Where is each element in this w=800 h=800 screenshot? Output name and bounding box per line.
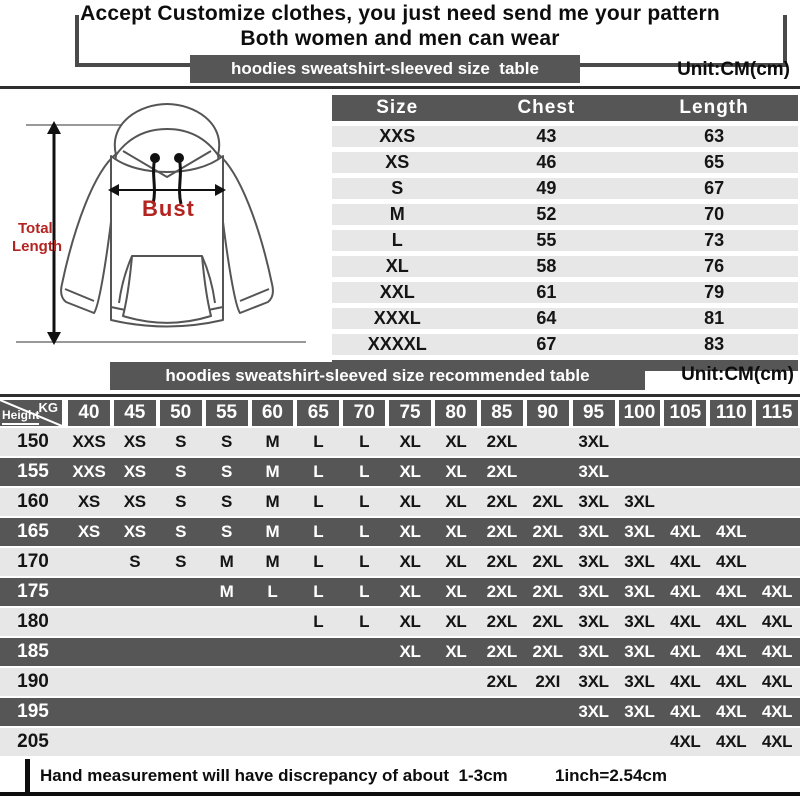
size-column-header: Size — [376, 97, 419, 118]
size-cell: 3XL — [578, 552, 609, 571]
size-cell: XL — [445, 492, 467, 511]
size-cell — [387, 668, 433, 696]
size-cell — [754, 548, 800, 576]
height-row-label: 175 — [17, 581, 49, 602]
size-cell: 4XL — [670, 582, 701, 601]
size-cell: XL — [445, 432, 467, 451]
height-row-label: 150 — [17, 431, 49, 452]
size-cell: 3XL — [578, 432, 609, 451]
size-cell: 4XL — [670, 612, 701, 631]
height-row-label: 205 — [17, 731, 49, 752]
size-cell — [525, 698, 571, 726]
size-cell: 3XL — [624, 492, 655, 511]
size-cell: S — [221, 462, 233, 481]
size-cell — [617, 428, 663, 456]
matrix-row — [0, 488, 800, 516]
size-cell: 4XL — [716, 732, 747, 751]
size-cell — [341, 638, 387, 666]
hoodie-measurement-diagram — [4, 92, 330, 360]
table-cell: 70 — [704, 204, 725, 224]
table-cell: M — [389, 204, 405, 224]
unit-label-2: Unit:CM(cm) — [681, 364, 794, 385]
table-cell: 58 — [536, 256, 557, 276]
size-cell: L — [359, 522, 370, 541]
size-cell — [525, 458, 571, 486]
size-cell: 3XL — [624, 642, 655, 661]
size-cell: 3XL — [578, 612, 609, 631]
table-cell: 81 — [704, 308, 725, 328]
size-cell: 4XL — [761, 702, 793, 721]
table-cell: 43 — [536, 126, 557, 146]
size-cell: S — [129, 552, 141, 571]
size-cell: 3XL — [578, 702, 609, 721]
size-cell — [708, 428, 754, 456]
page-title-line2: Both women and men can wear — [240, 27, 560, 50]
size-cell: 4XL — [761, 642, 793, 661]
table-cell: S — [391, 178, 404, 198]
size-cell — [112, 638, 158, 666]
height-row-label: 155 — [17, 461, 49, 482]
size-cell: L — [313, 522, 324, 541]
table-cell: 55 — [536, 230, 557, 250]
size-cell — [66, 638, 112, 666]
size-cell: M — [265, 432, 280, 451]
size-cell: L — [359, 612, 370, 631]
size-cell: L — [313, 552, 324, 571]
total-length-label-line1: Total — [18, 220, 53, 237]
size-cell — [341, 698, 387, 726]
size-cell — [754, 458, 800, 486]
size-cell: XL — [445, 522, 467, 541]
size-cell — [112, 668, 158, 696]
height-row-label: 180 — [17, 611, 49, 632]
size-cell: L — [267, 582, 278, 601]
size-cell: 3XL — [624, 672, 655, 691]
size-cell — [341, 668, 387, 696]
size-cell — [66, 578, 112, 606]
size-cell: XL — [445, 612, 467, 631]
size-cell — [295, 668, 341, 696]
divider-1 — [0, 86, 800, 89]
size-cell — [754, 428, 800, 456]
size-cell: XL — [399, 432, 421, 451]
weight-header-cell: 65 — [297, 400, 339, 426]
size-cell — [433, 668, 479, 696]
size-cell — [571, 728, 617, 756]
table-cell: XXXL — [373, 308, 421, 328]
size-cell: 2XL — [486, 672, 517, 691]
size-cell — [112, 728, 158, 756]
size-cell: 4XL — [761, 612, 793, 631]
size-cell: XL — [399, 642, 421, 661]
table-row — [332, 334, 798, 355]
table-cell: 73 — [704, 230, 725, 250]
height-row-label: 190 — [17, 671, 49, 692]
page-title-line1: Accept Customize clothes, you just need send me your pattern — [80, 2, 720, 25]
table-row — [332, 204, 798, 225]
size-cell — [525, 728, 571, 756]
matrix-row — [0, 428, 800, 456]
table-row — [332, 126, 798, 147]
size-cell: L — [313, 492, 324, 511]
size-cell: M — [265, 552, 280, 571]
height-row-label: 185 — [17, 641, 49, 662]
size-cell — [204, 668, 250, 696]
weight-header-cell: 115 — [756, 400, 798, 426]
weight-header-cell: 105 — [664, 400, 706, 426]
size-cell: 2XI — [535, 672, 560, 691]
table-cell: 65 — [704, 152, 725, 172]
size-cell — [158, 698, 204, 726]
size-cell — [158, 728, 204, 756]
size-cell — [158, 578, 204, 606]
size-cell — [204, 728, 250, 756]
size-cell: S — [175, 552, 187, 571]
size-cell: XL — [399, 522, 421, 541]
size-cell: 4XL — [670, 522, 701, 541]
page-title — [0, 1, 800, 51]
size-cell — [754, 488, 800, 516]
size-table-rows — [332, 126, 798, 355]
size-cell: XS — [77, 492, 100, 511]
size-cell — [433, 698, 479, 726]
weight-header-cell: 75 — [389, 400, 431, 426]
table-row — [332, 256, 798, 277]
size-cell: M — [265, 492, 280, 511]
size-cell: 2XL — [486, 612, 517, 631]
size-cell: 4XL — [761, 672, 793, 691]
matrix-row — [0, 728, 800, 756]
table-cell: XXXXL — [367, 334, 427, 354]
length-column-header: Length — [679, 97, 749, 118]
size-cell: L — [359, 492, 370, 511]
table-cell: 83 — [704, 334, 725, 354]
matrix-row — [0, 458, 800, 486]
size-cell: 2XL — [486, 582, 517, 601]
divider-2 — [0, 394, 800, 397]
size-cell: 4XL — [716, 702, 747, 721]
table-cell: 61 — [536, 282, 557, 302]
size-cell: S — [175, 522, 187, 541]
size-cell — [479, 728, 525, 756]
matrix-row — [0, 698, 800, 726]
matrix-corner-cell — [0, 400, 62, 426]
matrix-rows — [0, 428, 800, 756]
size-cell: 3XL — [624, 522, 655, 541]
size-cell: L — [313, 462, 324, 481]
size-cell: L — [359, 432, 370, 451]
size-cell: XXS — [72, 462, 106, 481]
size-cell: 4XL — [761, 582, 793, 601]
size-cell — [754, 518, 800, 546]
height-row-label: 195 — [17, 701, 49, 722]
size-cell: 4XL — [716, 642, 747, 661]
height-row-label: 160 — [17, 491, 49, 512]
bust-label: Bust — [142, 196, 195, 221]
size-cell: M — [219, 582, 234, 601]
matrix-header-row — [0, 400, 800, 426]
size-cell: 3XL — [624, 552, 655, 571]
size-cell: 3XL — [578, 672, 609, 691]
table-cell: 46 — [536, 152, 557, 172]
matrix-row — [0, 608, 800, 636]
size-cell — [204, 638, 250, 666]
recommended-size-matrix — [0, 400, 800, 756]
size-table-header — [332, 95, 798, 121]
size-cell — [387, 698, 433, 726]
size-cell — [66, 608, 112, 636]
table-cell: 79 — [704, 282, 725, 302]
size-cell: 3XL — [578, 642, 609, 661]
size-cell: 3XL — [578, 462, 609, 481]
weight-header-cell: 60 — [252, 400, 294, 426]
size-cell: L — [313, 582, 324, 601]
table-cell: 49 — [536, 178, 557, 198]
size-cell: L — [313, 612, 324, 631]
size-cell — [250, 638, 296, 666]
size-cell: 2XL — [486, 522, 517, 541]
table-cell: 52 — [536, 204, 557, 224]
size-cell: XL — [399, 552, 421, 571]
weight-header-cell: 95 — [573, 400, 615, 426]
height-row-label: 170 — [17, 551, 49, 572]
table-cell: 76 — [704, 256, 725, 276]
size-cell — [158, 608, 204, 636]
table-cell: 67 — [704, 178, 725, 198]
size-cell: 4XL — [670, 672, 701, 691]
size-cell: 4XL — [670, 732, 701, 751]
size-cell — [66, 728, 112, 756]
size-cell: XS — [77, 522, 100, 541]
size-cell: XL — [399, 492, 421, 511]
table-cell: XS — [385, 152, 410, 172]
size-cell: 4XL — [716, 552, 747, 571]
size-cell: XL — [399, 462, 421, 481]
size-cell: 3XL — [578, 492, 609, 511]
size-cell — [204, 698, 250, 726]
size-cell: 4XL — [670, 702, 701, 721]
size-cell — [295, 638, 341, 666]
table-row — [332, 178, 798, 199]
hoodie-illustration — [4, 92, 330, 360]
table-cell: 63 — [704, 126, 725, 146]
size-cell: 4XL — [716, 582, 747, 601]
size-cell: 3XL — [578, 582, 609, 601]
weight-header-cell: 70 — [343, 400, 385, 426]
size-cell — [662, 428, 708, 456]
size-cell — [617, 458, 663, 486]
footer-left-bar — [25, 759, 30, 792]
size-cell — [662, 488, 708, 516]
table-cell: XL — [385, 256, 409, 276]
size-cell — [250, 668, 296, 696]
weight-header-cell: 100 — [619, 400, 661, 426]
size-cell: 2XL — [486, 642, 517, 661]
size-cell: M — [265, 462, 280, 481]
table-row — [332, 282, 798, 303]
size-cell — [66, 548, 112, 576]
size-cell: S — [175, 492, 187, 511]
size-cell: 3XL — [624, 702, 655, 721]
size-table-section-title: hoodies sweatshirt-sleeved size table — [190, 55, 580, 83]
size-cell: S — [221, 432, 233, 451]
size-cell: 4XL — [761, 732, 793, 751]
weight-header-cell: 90 — [527, 400, 569, 426]
size-cell — [158, 638, 204, 666]
size-cell — [662, 458, 708, 486]
size-cell: 4XL — [716, 522, 747, 541]
size-cell — [708, 458, 754, 486]
size-cell: XL — [445, 582, 467, 601]
table-row — [332, 230, 798, 251]
size-cell: 2XL — [486, 462, 517, 481]
size-cell: M — [219, 552, 234, 571]
weight-header-cell: 85 — [481, 400, 523, 426]
weight-header-cell: 110 — [710, 400, 752, 426]
size-cell — [158, 668, 204, 696]
size-cell: XS — [123, 432, 146, 451]
size-cell — [112, 578, 158, 606]
weight-header-cell: 55 — [206, 400, 248, 426]
size-cell: XL — [399, 612, 421, 631]
size-cell — [295, 728, 341, 756]
size-cell: 2XL — [532, 522, 563, 541]
size-cell — [387, 728, 433, 756]
size-cell: 4XL — [670, 642, 701, 661]
size-cell — [525, 428, 571, 456]
inch-conversion: 1inch=2.54cm — [555, 766, 667, 785]
size-cell — [479, 698, 525, 726]
size-cell: S — [175, 432, 187, 451]
size-cell: 2XL — [486, 552, 517, 571]
size-cell: M — [265, 522, 280, 541]
table-cell: 64 — [536, 308, 557, 328]
size-cell: L — [359, 582, 370, 601]
size-cell: 2XL — [532, 642, 563, 661]
unit-label-1: Unit:CM(cm) — [677, 59, 790, 80]
size-cell: XS — [123, 492, 146, 511]
height-label: Height — [2, 408, 39, 425]
size-cell: XL — [445, 642, 467, 661]
matrix-row — [0, 578, 800, 606]
size-cell — [66, 698, 112, 726]
kg-label: KG — [38, 400, 58, 415]
total-length-label-line2: Length — [12, 238, 62, 255]
size-cell: 3XL — [624, 582, 655, 601]
size-cell: 4XL — [716, 672, 747, 691]
size-cell: 4XL — [670, 552, 701, 571]
matrix-weights — [66, 400, 800, 426]
weight-header-cell: 40 — [68, 400, 110, 426]
size-cell: 2XL — [486, 492, 517, 511]
size-cell: 2XL — [532, 582, 563, 601]
size-cell — [250, 698, 296, 726]
size-cell: 3XL — [624, 612, 655, 631]
table-cell: XXL — [379, 282, 415, 302]
size-cell — [250, 728, 296, 756]
size-cell: S — [221, 522, 233, 541]
height-row-label: 165 — [17, 521, 49, 542]
matrix-row — [0, 518, 800, 546]
table-row — [332, 308, 798, 329]
size-cell — [708, 488, 754, 516]
size-cell: XL — [399, 582, 421, 601]
table-cell: 67 — [536, 334, 557, 354]
table-cell: XXS — [379, 126, 416, 146]
size-cell: 2XL — [486, 432, 517, 451]
size-cell: 2XL — [532, 612, 563, 631]
size-cell — [112, 608, 158, 636]
weight-header-cell: 80 — [435, 400, 477, 426]
size-cell — [433, 728, 479, 756]
size-cell: 2XL — [532, 492, 563, 511]
size-cell: S — [175, 462, 187, 481]
size-cell — [112, 698, 158, 726]
recommended-table-section-title: hoodies sweatshirt-sleeved size recommended table — [110, 362, 645, 390]
size-cell: 3XL — [578, 522, 609, 541]
chest-column-header: Chest — [517, 97, 576, 118]
size-table — [332, 95, 798, 371]
footer-bottom-line — [0, 792, 800, 796]
size-cell: XXS — [72, 432, 106, 451]
weight-header-cell: 50 — [160, 400, 202, 426]
size-cell: L — [313, 432, 324, 451]
size-cell: XL — [445, 552, 467, 571]
size-cell: S — [221, 492, 233, 511]
matrix-row — [0, 638, 800, 666]
size-cell: XL — [445, 462, 467, 481]
size-cell: XS — [123, 522, 146, 541]
size-cell — [617, 728, 663, 756]
size-cell — [250, 608, 296, 636]
measurement-note: Hand measurement will have discrepancy of about 1-3cm — [40, 766, 508, 785]
table-row — [332, 152, 798, 173]
size-cell — [204, 608, 250, 636]
weight-header-cell: 45 — [114, 400, 156, 426]
matrix-row — [0, 548, 800, 576]
size-cell — [66, 668, 112, 696]
size-cell: L — [359, 552, 370, 571]
table-cell: L — [391, 230, 403, 250]
size-cell — [295, 698, 341, 726]
matrix-row — [0, 668, 800, 696]
size-cell — [341, 728, 387, 756]
size-cell: XS — [123, 462, 146, 481]
size-cell: L — [359, 462, 370, 481]
size-cell: 4XL — [716, 612, 747, 631]
size-cell: 2XL — [532, 552, 563, 571]
